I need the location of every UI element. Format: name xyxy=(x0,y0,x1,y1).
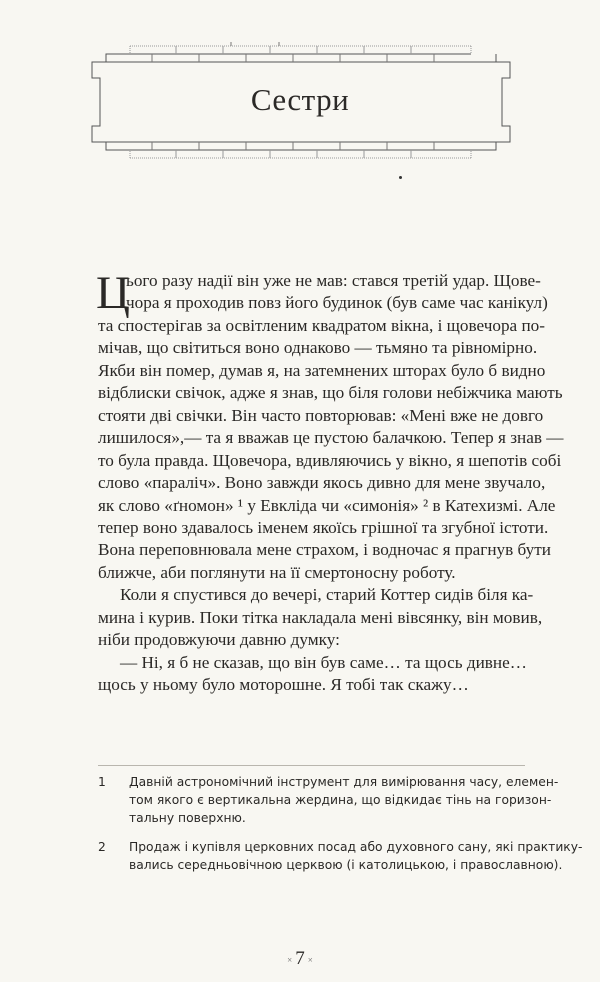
text-line: ніби продовжуючи давню думку: xyxy=(98,630,340,650)
footnote xyxy=(98,838,583,874)
ornament-right: × xyxy=(307,954,313,965)
page-number xyxy=(0,948,600,970)
text-line: стояти дві свічки. Він часто повторював: «Мені вже не довго xyxy=(98,405,544,425)
text-line: мина і курив. Поки тітка накладала мені вівсянку, він мовив, xyxy=(98,607,543,627)
footnote-line: том якого є вертикальна жердина, що відкидає тінь на горизон- xyxy=(129,793,552,807)
footnote-number: 2 xyxy=(98,840,106,854)
text-line: лишилося»,— та я вважав це пустою балачкою. Тепер я знав — xyxy=(98,428,564,448)
ornament-dot xyxy=(399,176,402,179)
text-line: ближче, аби поглянути на її смертоносну роботу. xyxy=(98,562,456,582)
footnote-line: Давній астрономічний інструмент для вимірювання часу, елемен- xyxy=(129,775,559,789)
drop-cap: Ц xyxy=(96,267,130,319)
chapter-title: Сестри xyxy=(250,82,350,117)
text-line: ього разу надії він уже не мав: стався третій удар. Щове- xyxy=(126,271,541,290)
text-line: — Ні, я б не сказав, що він був саме… та щось дивне… xyxy=(120,652,527,672)
footnote-divider xyxy=(98,765,525,766)
text-line: відблиски свічок, адже я знав, що біля голови небіжчика мають xyxy=(98,383,563,403)
body-text xyxy=(96,267,564,697)
text-line: слово «параліч». Воно завжди якось дивно для мене звучало, xyxy=(98,473,546,493)
text-line: Якби він помер, думав я, на затемнених шторах було б видно xyxy=(98,360,546,380)
footnote-line: вались середньовічною церквою (і католицькою, і православною). xyxy=(129,858,563,872)
footnote-line: тальну поверхню. xyxy=(129,811,246,825)
text-line: мічав, що світиться воно однаково — тьмяно та рівномірно. xyxy=(98,338,538,358)
text-line: чора я проходив повз його будинок (був саме час канікул) xyxy=(126,293,548,313)
footnote-number: 1 xyxy=(98,775,106,789)
text-line: та спостерігав за освітленим квадратом вікна, і щовечора по- xyxy=(98,315,546,335)
text-line: тепер воно здавалось іменем якоїсь грішної та згубної істоти. xyxy=(98,517,549,537)
text-line: щось у ньому було моторошне. Я тобі так скажу… xyxy=(98,675,469,695)
footnote-line: Продаж і купівля церковних посад або духовного сану, які практику- xyxy=(129,840,583,854)
text-line: Коли я спустився до вечері, старий Коттер сидів біля ка- xyxy=(120,585,534,605)
text-line: то була правда. Щовечора, вдивляючись у вікно, я шепотів собі xyxy=(98,450,562,470)
footnote xyxy=(98,773,559,827)
text-line: як слово «ґномон» ¹ у Евкліда чи «симонія» ² в Катехизмі. Але xyxy=(98,495,556,515)
page-number-value: 7 xyxy=(295,948,305,969)
text-line: Вона переповнювала мене страхом, і водночас я прагнув бути xyxy=(98,540,551,560)
ornament-left: × xyxy=(287,954,293,965)
